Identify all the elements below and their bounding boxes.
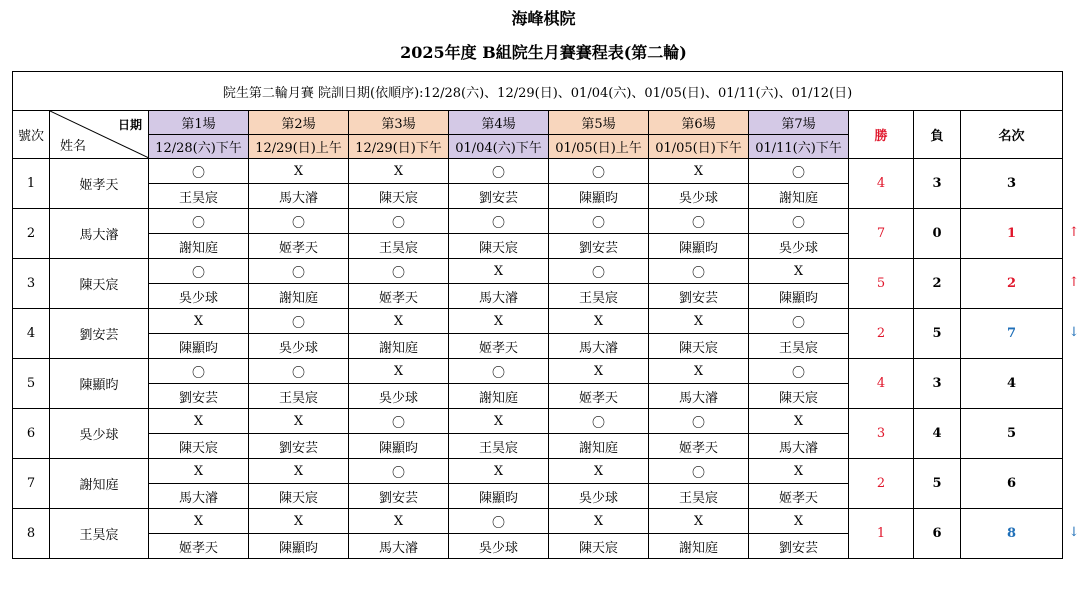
match-opponent: 王昊宸: [549, 284, 649, 309]
match-opponent: 謝知庭: [649, 534, 749, 559]
match-result: 〇: [749, 209, 849, 234]
match-opponent: 劉安芸: [249, 434, 349, 459]
win-count: 2: [849, 459, 914, 509]
match-result: X: [249, 459, 349, 484]
match-result: 〇: [149, 159, 249, 184]
rank-value: 5: [961, 409, 1063, 459]
match-result: X: [349, 359, 449, 384]
match-opponent: 王昊宸: [349, 234, 449, 259]
match-result: 〇: [149, 359, 249, 384]
match-result: 〇: [449, 209, 549, 234]
match-opponent: 劉安芸: [449, 184, 549, 209]
match-result: X: [149, 309, 249, 334]
player-number: 5: [13, 359, 50, 409]
match-date-4: 01/04(六)下午: [449, 135, 549, 159]
match-result: 〇: [349, 259, 449, 284]
match-result: 〇: [449, 359, 549, 384]
match-header-1: 第1場: [149, 111, 249, 135]
col-header-losses: 負: [914, 111, 961, 159]
rank-value: 2: [961, 259, 1063, 309]
match-opponent: 馬大濬: [249, 184, 349, 209]
match-opponent: 吳少球: [249, 334, 349, 359]
match-header-2: 第2場: [249, 111, 349, 135]
win-count: 1: [849, 509, 914, 559]
match-result: 〇: [549, 159, 649, 184]
match-opponent: 謝知庭: [249, 284, 349, 309]
rank-value: 8: [961, 509, 1063, 559]
rank-change-arrows: [1064, 0, 1084, 609]
col-header-wins: 勝: [849, 111, 914, 159]
match-result: 〇: [449, 159, 549, 184]
match-result: 〇: [549, 209, 649, 234]
rank-value: 7: [961, 309, 1063, 359]
player-row: [13, 209, 1063, 234]
match-result: X: [249, 159, 349, 184]
player-row: [13, 409, 1063, 434]
loss-count: 3: [914, 359, 961, 409]
match-result: X: [149, 459, 249, 484]
match-result: X: [549, 359, 649, 384]
match-result: X: [349, 509, 449, 534]
match-result: 〇: [249, 309, 349, 334]
col-header-date: 日期: [117, 118, 142, 132]
match-header-6: 第6場: [649, 111, 749, 135]
match-opponent: 馬大濬: [149, 484, 249, 509]
player-name: 吳少球: [50, 409, 149, 459]
match-opponent: 陳天宸: [349, 184, 449, 209]
match-opponent: 王昊宸: [149, 184, 249, 209]
win-count: 2: [849, 309, 914, 359]
match-opponent: 姬孝天: [149, 534, 249, 559]
player-row: [13, 359, 1063, 384]
match-opponent: 王昊宸: [449, 434, 549, 459]
match-result: X: [549, 509, 649, 534]
player-number: 6: [13, 409, 50, 459]
player-number: 3: [13, 259, 50, 309]
match-result: X: [349, 159, 449, 184]
match-header-5: 第5場: [549, 111, 649, 135]
match-result: X: [149, 409, 249, 434]
match-opponent: 陳天宸: [449, 234, 549, 259]
training-dates-info: 院生第二輪月賽 院訓日期(依順序):12/28(六)、12/29(日)、01/04(六)、01/05(日)、01/11(六)、01/12(日): [13, 72, 1063, 111]
match-result: X: [449, 309, 549, 334]
col-header-name: 姓名: [60, 139, 87, 154]
match-date-7: 01/11(六)下午: [749, 135, 849, 159]
match-header-4: 第4場: [449, 111, 549, 135]
match-opponent: 陳天宸: [749, 384, 849, 409]
match-opponent: 馬大濬: [649, 384, 749, 409]
rank-up-arrow-icon: ↑: [1068, 224, 1080, 240]
rank-down-arrow-icon: ↓: [1068, 524, 1080, 540]
match-result: 〇: [549, 409, 649, 434]
match-opponent: 馬大濬: [549, 334, 649, 359]
player-number: 1: [13, 159, 50, 209]
match-result: X: [449, 259, 549, 284]
match-result: X: [649, 509, 749, 534]
loss-count: 4: [914, 409, 961, 459]
match-header-7: 第7場: [749, 111, 849, 135]
match-result: 〇: [349, 459, 449, 484]
match-result: 〇: [249, 359, 349, 384]
win-count: 4: [849, 359, 914, 409]
player-row: [13, 459, 1063, 484]
match-result: 〇: [649, 209, 749, 234]
schedule-title: 2025年度 B組院生月賽賽程表(第二輪): [400, 43, 687, 62]
rank-value: 3: [961, 159, 1063, 209]
match-opponent: 姬孝天: [449, 334, 549, 359]
match-result: 〇: [649, 459, 749, 484]
match-opponent: 馬大濬: [749, 434, 849, 459]
match-opponent: 陳顯昀: [349, 434, 449, 459]
match-result: 〇: [749, 159, 849, 184]
match-header-3: 第3場: [349, 111, 449, 135]
win-count: 5: [849, 259, 914, 309]
match-result: 〇: [749, 359, 849, 384]
win-count: 3: [849, 409, 914, 459]
loss-count: 5: [914, 309, 961, 359]
match-opponent: 陳顯昀: [749, 284, 849, 309]
match-result: X: [649, 309, 749, 334]
match-date-3: 12/29(日)下午: [349, 135, 449, 159]
match-result: 〇: [349, 209, 449, 234]
match-result: X: [449, 459, 549, 484]
loss-count: 2: [914, 259, 961, 309]
match-result: X: [649, 159, 749, 184]
match-opponent: 陳顯昀: [649, 234, 749, 259]
match-opponent: 姬孝天: [649, 434, 749, 459]
match-result: 〇: [249, 209, 349, 234]
match-opponent: 吳少球: [549, 484, 649, 509]
rank-value: 1: [961, 209, 1063, 259]
match-opponent: 陳顯昀: [549, 184, 649, 209]
match-result: 〇: [749, 309, 849, 334]
rank-value: 6: [961, 459, 1063, 509]
match-opponent: 劉安芸: [349, 484, 449, 509]
match-opponent: 王昊宸: [649, 484, 749, 509]
match-opponent: 吳少球: [349, 384, 449, 409]
match-opponent: 吳少球: [149, 284, 249, 309]
match-date-2: 12/29(日)上午: [249, 135, 349, 159]
player-name: 陳天宸: [50, 259, 149, 309]
match-date-1: 12/28(六)下午: [149, 135, 249, 159]
match-opponent: 王昊宸: [249, 384, 349, 409]
loss-count: 0: [914, 209, 961, 259]
player-number: 2: [13, 209, 50, 259]
match-result: X: [749, 509, 849, 534]
match-result: 〇: [549, 259, 649, 284]
match-opponent: 馬大濬: [449, 284, 549, 309]
schedule-table: [12, 71, 1063, 559]
match-opponent: 陳天宸: [649, 334, 749, 359]
match-opponent: 陳天宸: [149, 434, 249, 459]
player-number: 4: [13, 309, 50, 359]
match-result: X: [749, 259, 849, 284]
rank-value: 4: [961, 359, 1063, 409]
match-opponent: 姬孝天: [349, 284, 449, 309]
match-opponent: 吳少球: [749, 234, 849, 259]
match-opponent: 謝知庭: [149, 234, 249, 259]
match-result: X: [349, 309, 449, 334]
player-name: 謝知庭: [50, 459, 149, 509]
match-opponent: 劉安芸: [749, 534, 849, 559]
player-row: [13, 259, 1063, 284]
match-opponent: 王昊宸: [749, 334, 849, 359]
player-number: 7: [13, 459, 50, 509]
player-name: 馬大濬: [50, 209, 149, 259]
player-name: 姬孝天: [50, 159, 149, 209]
match-opponent: 劉安芸: [149, 384, 249, 409]
player-name: 劉安芸: [50, 309, 149, 359]
match-opponent: 吳少球: [449, 534, 549, 559]
match-result: 〇: [149, 259, 249, 284]
player-row: [13, 309, 1063, 334]
match-opponent: 姬孝天: [549, 384, 649, 409]
match-result: 〇: [149, 209, 249, 234]
loss-count: 5: [914, 459, 961, 509]
match-result: X: [749, 409, 849, 434]
player-row: [13, 159, 1063, 184]
match-opponent: 陳顯昀: [249, 534, 349, 559]
col-header-rank: 名次: [961, 111, 1063, 159]
match-opponent: 謝知庭: [549, 434, 649, 459]
player-row: [13, 509, 1063, 534]
match-opponent: 劉安芸: [549, 234, 649, 259]
match-opponent: 陳顯昀: [149, 334, 249, 359]
loss-count: 3: [914, 159, 961, 209]
player-name: 王昊宸: [50, 509, 149, 559]
corner-header: [50, 111, 149, 159]
match-opponent: 劉安芸: [649, 284, 749, 309]
loss-count: 6: [914, 509, 961, 559]
match-result: X: [249, 509, 349, 534]
match-result: 〇: [649, 259, 749, 284]
org-title: 海峰棋院: [511, 9, 576, 28]
match-result: X: [149, 509, 249, 534]
match-result: 〇: [349, 409, 449, 434]
match-result: 〇: [249, 259, 349, 284]
match-opponent: 姬孝天: [749, 484, 849, 509]
match-opponent: 陳天宸: [249, 484, 349, 509]
match-opponent: 謝知庭: [749, 184, 849, 209]
win-count: 7: [849, 209, 914, 259]
match-opponent: 謝知庭: [449, 384, 549, 409]
match-opponent: 馬大濬: [349, 534, 449, 559]
match-result: X: [249, 409, 349, 434]
match-result: X: [549, 459, 649, 484]
match-opponent: 陳天宸: [549, 534, 649, 559]
rank-up-arrow-icon: ↑: [1068, 274, 1080, 290]
col-header-number: 號次: [13, 111, 50, 159]
match-date-6: 01/05(日)下午: [649, 135, 749, 159]
win-count: 4: [849, 159, 914, 209]
match-result: 〇: [649, 409, 749, 434]
match-date-5: 01/05(日)上午: [549, 135, 649, 159]
match-result: X: [749, 459, 849, 484]
match-result: X: [549, 309, 649, 334]
player-name: 陳顯昀: [50, 359, 149, 409]
rank-down-arrow-icon: ↓: [1068, 324, 1080, 340]
match-opponent: 謝知庭: [349, 334, 449, 359]
match-opponent: 吳少球: [649, 184, 749, 209]
match-opponent: 姬孝天: [249, 234, 349, 259]
match-result: 〇: [449, 509, 549, 534]
match-result: X: [649, 359, 749, 384]
match-opponent: 陳顯昀: [449, 484, 549, 509]
match-result: X: [449, 409, 549, 434]
player-number: 8: [13, 509, 50, 559]
